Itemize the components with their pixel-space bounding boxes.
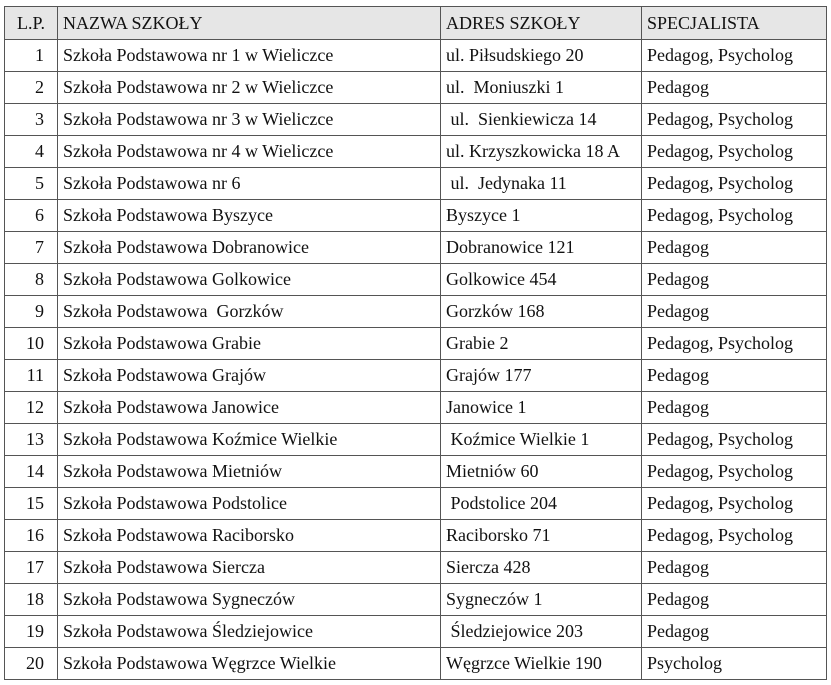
row-specialist: Pedagog, Psycholog [642, 520, 827, 552]
row-school-address: Dobranowice 121 [441, 232, 642, 264]
header-lp: L.P. [5, 7, 58, 40]
row-school-name: Szkoła Podstawowa nr 1 w Wieliczce [58, 40, 441, 72]
row-school-address: Mietniów 60 [441, 456, 642, 488]
row-lp: 16 [5, 520, 58, 552]
header-school-name: NAZWA SZKOŁY [58, 7, 441, 40]
row-specialist: Pedagog, Psycholog [642, 136, 827, 168]
row-school-address: Siercza 428 [441, 552, 642, 584]
header-row [5, 7, 827, 40]
row-specialist: Pedagog [642, 616, 827, 648]
row-school-address: Śledziejowice 203 [441, 616, 642, 648]
row-lp: 3 [5, 104, 58, 136]
row-school-name: Szkoła Podstawowa Dobranowice [58, 232, 441, 264]
table-row [5, 488, 827, 520]
table-row [5, 584, 827, 616]
row-lp: 17 [5, 552, 58, 584]
row-lp: 6 [5, 200, 58, 232]
row-school-name: Szkoła Podstawowa Byszyce [58, 200, 441, 232]
row-specialist: Pedagog [642, 552, 827, 584]
row-lp: 1 [5, 40, 58, 72]
table-row [5, 328, 827, 360]
table-row [5, 456, 827, 488]
row-lp: 19 [5, 616, 58, 648]
row-lp: 13 [5, 424, 58, 456]
row-school-name: Szkoła Podstawowa Gorzków [58, 296, 441, 328]
table-row [5, 264, 827, 296]
row-school-name: Szkoła Podstawowa Podstolice [58, 488, 441, 520]
row-school-name: Szkoła Podstawowa Janowice [58, 392, 441, 424]
row-school-address: Janowice 1 [441, 392, 642, 424]
row-school-name: Szkoła Podstawowa Koźmice Wielkie [58, 424, 441, 456]
row-specialist: Pedagog, Psycholog [642, 456, 827, 488]
row-school-address: ul. Krzyszkowicka 18 A [441, 136, 642, 168]
row-specialist: Pedagog, Psycholog [642, 200, 827, 232]
row-specialist: Pedagog [642, 296, 827, 328]
table-row [5, 168, 827, 200]
header-specialist: SPECJALISTA [642, 7, 827, 40]
row-school-address: Węgrzce Wielkie 190 [441, 648, 642, 680]
table-row [5, 648, 827, 680]
row-specialist: Pedagog [642, 232, 827, 264]
row-specialist: Pedagog, Psycholog [642, 488, 827, 520]
schools-table [4, 6, 827, 680]
table-row [5, 40, 827, 72]
table-row [5, 616, 827, 648]
row-school-name: Szkoła Podstawowa Śledziejowice [58, 616, 441, 648]
row-school-name: Szkoła Podstawowa Mietniów [58, 456, 441, 488]
row-school-address: ul. Moniuszki 1 [441, 72, 642, 104]
row-specialist: Pedagog [642, 264, 827, 296]
row-school-name: Szkoła Podstawowa Grajów [58, 360, 441, 392]
row-specialist: Pedagog [642, 72, 827, 104]
row-lp: 10 [5, 328, 58, 360]
row-school-address: Podstolice 204 [441, 488, 642, 520]
row-specialist: Pedagog [642, 584, 827, 616]
table-row [5, 552, 827, 584]
row-lp: 18 [5, 584, 58, 616]
row-specialist: Psycholog [642, 648, 827, 680]
row-school-address: Raciborsko 71 [441, 520, 642, 552]
row-specialist: Pedagog, Psycholog [642, 104, 827, 136]
row-school-address: Sygneczów 1 [441, 584, 642, 616]
row-school-name: Szkoła Podstawowa Raciborsko [58, 520, 441, 552]
row-specialist: Pedagog, Psycholog [642, 40, 827, 72]
table-row [5, 72, 827, 104]
row-specialist: Pedagog, Psycholog [642, 168, 827, 200]
row-school-name: Szkoła Podstawowa nr 3 w Wieliczce [58, 104, 441, 136]
row-specialist: Pedagog [642, 392, 827, 424]
table-row [5, 136, 827, 168]
row-school-name: Szkoła Podstawowa Siercza [58, 552, 441, 584]
table-row [5, 200, 827, 232]
row-specialist: Pedagog [642, 360, 827, 392]
row-lp: 12 [5, 392, 58, 424]
row-lp: 20 [5, 648, 58, 680]
row-school-address: ul. Piłsudskiego 20 [441, 40, 642, 72]
row-school-address: Gorzków 168 [441, 296, 642, 328]
table-row [5, 104, 827, 136]
row-school-address: Koźmice Wielkie 1 [441, 424, 642, 456]
row-lp: 7 [5, 232, 58, 264]
row-lp: 11 [5, 360, 58, 392]
row-lp: 4 [5, 136, 58, 168]
row-school-address: Byszyce 1 [441, 200, 642, 232]
row-school-address: ul. Sienkiewicza 14 [441, 104, 642, 136]
row-specialist: Pedagog, Psycholog [642, 328, 827, 360]
row-school-name: Szkoła Podstawowa Węgrzce Wielkie [58, 648, 441, 680]
row-school-name: Szkoła Podstawowa nr 6 [58, 168, 441, 200]
row-specialist: Pedagog, Psycholog [642, 424, 827, 456]
row-school-name: Szkoła Podstawowa Sygneczów [58, 584, 441, 616]
row-lp: 5 [5, 168, 58, 200]
row-lp: 8 [5, 264, 58, 296]
row-school-name: Szkoła Podstawowa Grabie [58, 328, 441, 360]
row-school-name: Szkoła Podstawowa Golkowice [58, 264, 441, 296]
row-lp: 14 [5, 456, 58, 488]
row-lp: 2 [5, 72, 58, 104]
row-school-address: Grabie 2 [441, 328, 642, 360]
row-school-name: Szkoła Podstawowa nr 4 w Wieliczce [58, 136, 441, 168]
table-row [5, 360, 827, 392]
table-row [5, 424, 827, 456]
row-school-address: Grajów 177 [441, 360, 642, 392]
row-lp: 15 [5, 488, 58, 520]
row-lp: 9 [5, 296, 58, 328]
row-school-address: ul. Jedynaka 11 [441, 168, 642, 200]
table-row [5, 392, 827, 424]
table-body [5, 40, 827, 680]
table-row [5, 296, 827, 328]
row-school-name: Szkoła Podstawowa nr 2 w Wieliczce [58, 72, 441, 104]
table-row [5, 232, 827, 264]
header-school-address: ADRES SZKOŁY [441, 7, 642, 40]
row-school-address: Golkowice 454 [441, 264, 642, 296]
table-row [5, 520, 827, 552]
